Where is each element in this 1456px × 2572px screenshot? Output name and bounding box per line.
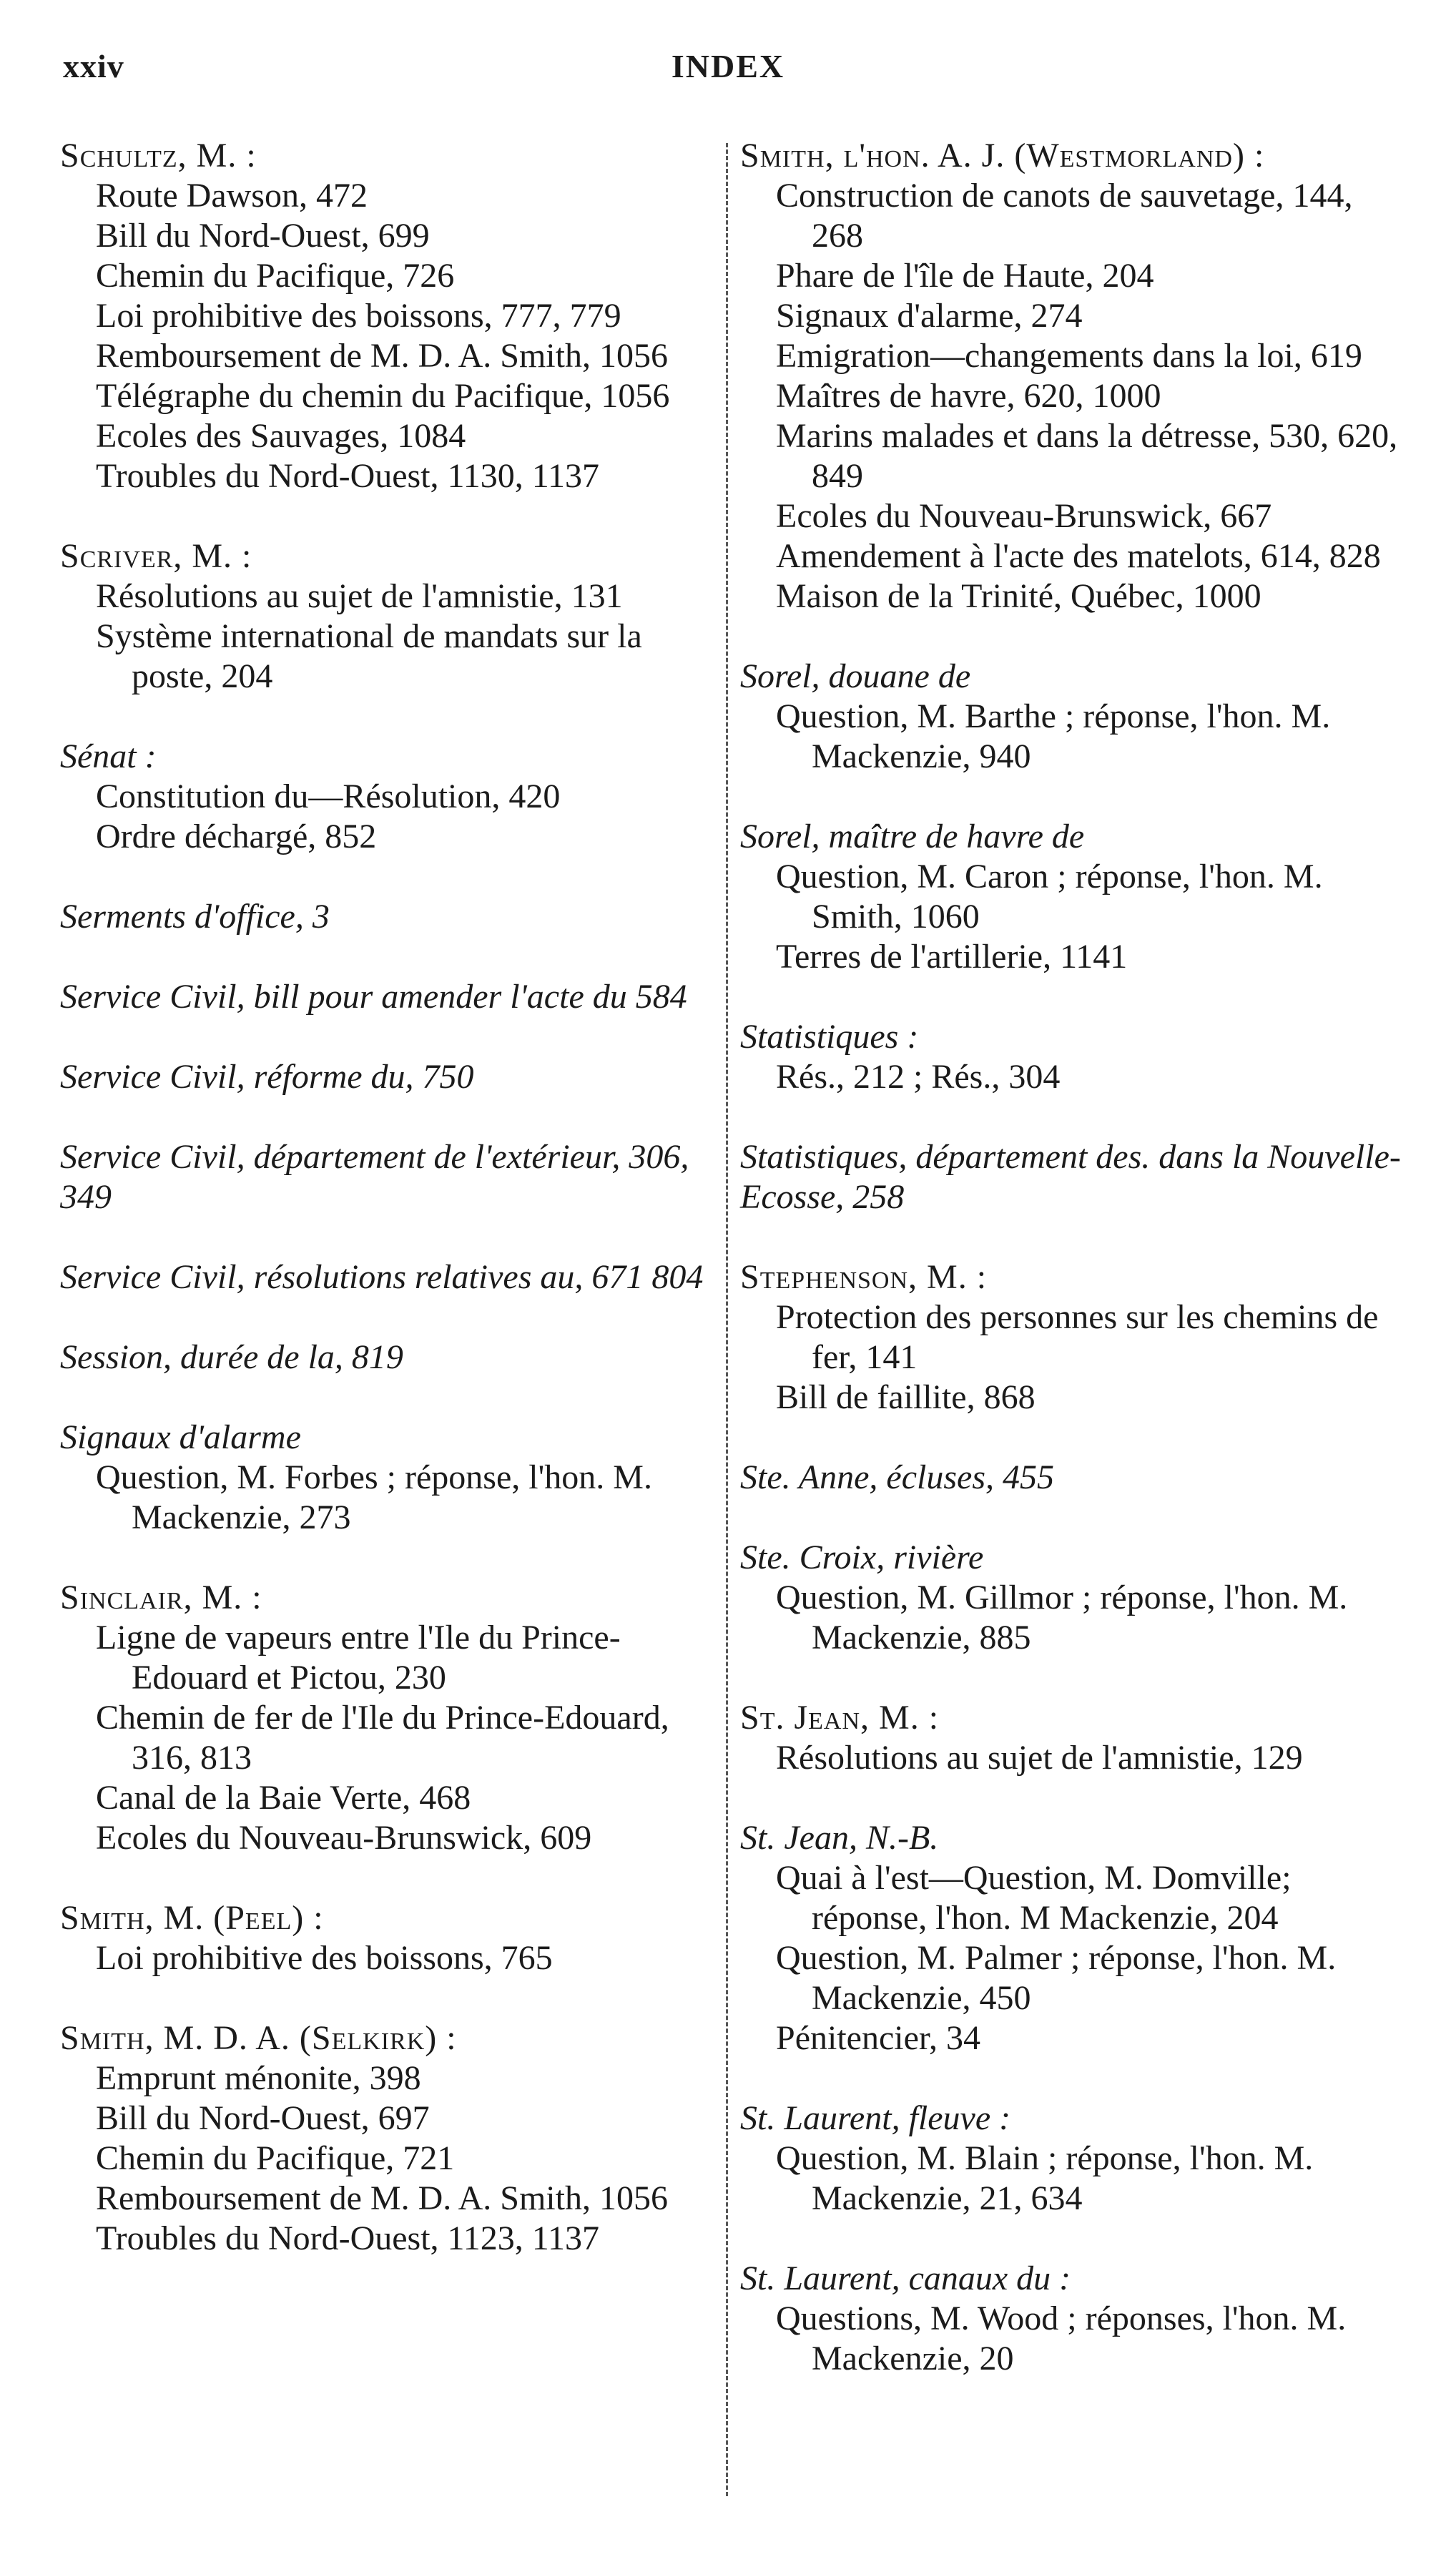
entry-subitem: Question, M. Blain ; réponse, l'hon. M. Mackenzie, 21, 634 (776, 2139, 1314, 2217)
entry-heading: Sinclair, M. : (60, 1579, 262, 1616)
entry-subitem: Protection des personnes sur les chemins de fer, 141 (776, 1298, 1379, 1376)
entry-subitem: Route Dawson, 472 (96, 177, 368, 215)
entry-subitem: Loi prohibitive des boissons, 765 (96, 1939, 553, 1977)
entry-heading: Sorel, douane de (740, 657, 971, 695)
entry-subitem: Remboursement de M. D. A. Smith, 1056 (96, 2179, 668, 2217)
index-entry (740, 657, 1405, 777)
entry-heading: Smith, M. (Peel) : (60, 1899, 324, 1937)
entry-subitem: Résolutions au sujet de l'amnistie, 131 (96, 577, 623, 615)
entry-heading: Scriver, M. : (60, 537, 252, 575)
entry-heading: Stephenson, M. : (740, 1258, 988, 1296)
entry-heading: Signaux d'alarme (60, 1418, 301, 1456)
entry-subitem: Quai à l'est—Question, M. Domville; réponse, l'hon. M Mackenzie, 204 (776, 1859, 1292, 1937)
index-entry (60, 536, 725, 697)
entry-subitem: Question, M. Forbes ; réponse, l'hon. M. Mackenzie, 273 (96, 1458, 652, 1536)
entry-heading: Service Civil, bill pour amender l'acte du 584 (60, 978, 687, 1016)
entry-subitem: Canal de la Baie Verte, 468 (96, 1779, 471, 1817)
entry-heading: Serments d'office, 3 (60, 898, 330, 936)
entry-subitem: Signaux d'alarme, 274 (776, 297, 1083, 335)
entry-heading: St. Jean, N.-B. (740, 1819, 939, 1857)
index-entry (60, 1057, 725, 1097)
entry-heading: Sénat : (60, 737, 157, 775)
index-entry (740, 817, 1405, 977)
entry-subitem: Télégraphe du chemin du Pacifique, 1056 (96, 377, 670, 415)
index-entry (60, 1898, 725, 1978)
index-entry (740, 1818, 1405, 2058)
entry-subitem: Troubles du Nord-Ouest, 1130, 1137 (96, 457, 599, 495)
index-entry (740, 1257, 1405, 1418)
index-entry (740, 2259, 1405, 2379)
index-entry (60, 977, 725, 1017)
index-entry (60, 897, 725, 937)
entry-subitem: Remboursement de M. D. A. Smith, 1056 (96, 337, 668, 375)
entry-subitem: Système international de mandats sur la poste, 204 (96, 617, 642, 695)
index-entry (60, 1418, 725, 1538)
entry-heading: Statistiques, département des. dans la Nouvelle-Ecosse, 258 (740, 1138, 1401, 1216)
entry-heading: Sorel, maître de havre de (740, 818, 1085, 855)
entry-subitem: Loi prohibitive des boissons, 777, 779 (96, 297, 621, 335)
index-entry (60, 737, 725, 857)
entry-subitem: Chemin de fer de l'Ile du Prince-Edouard, 316, 813 (96, 1699, 669, 1777)
entry-subitem: Amendement à l'acte des matelots, 614, 828 (776, 537, 1381, 575)
index-entry (60, 1257, 725, 1297)
index-entry (60, 136, 725, 496)
entry-subitem: Phare de l'île de Haute, 204 (776, 257, 1154, 295)
entry-subitem: Bill du Nord-Ouest, 697 (96, 2099, 430, 2137)
entry-subitem: Construction de canots de sauvetage, 144, 268 (776, 177, 1353, 255)
entry-subitem: Question, M. Barthe ; réponse, l'hon. M. Mackenzie, 940 (776, 697, 1331, 775)
index-entry (740, 1017, 1405, 1097)
entry-subitem: Marins malades et dans la détresse, 530, 620, 849 (776, 417, 1398, 495)
entry-subitem: Ligne de vapeurs entre l'Ile du Prince-Edouard et Pictou, 230 (96, 1619, 621, 1697)
index-entry (740, 1698, 1405, 1778)
entry-subitem: Rés., 212 ; Rés., 304 (776, 1058, 1061, 1096)
entry-subitem: Question, M. Caron ; réponse, l'hon. M. Smith, 1060 (776, 858, 1323, 936)
index-entry (60, 1337, 725, 1378)
entry-subitem: Pénitencier, 34 (776, 2019, 980, 2057)
index-entry (740, 1458, 1405, 1498)
entry-subitem: Constitution du—Résolution, 420 (96, 777, 561, 815)
entry-subitem: Emprunt ménonite, 398 (96, 2059, 421, 2097)
index-entry (740, 136, 1405, 617)
entry-subitem: Ecoles du Nouveau-Brunswick, 667 (776, 497, 1272, 535)
entry-subitem: Question, M. Gillmor ; réponse, l'hon. M. Mackenzie, 885 (776, 1579, 1348, 1656)
index-entry (740, 1538, 1405, 1658)
index-entry (60, 1137, 725, 1217)
entry-heading: St. Jean, M. : (740, 1699, 940, 1737)
entry-subitem: Chemin du Pacifique, 721 (96, 2139, 455, 2177)
entry-subitem: Terres de l'artillerie, 1141 (776, 938, 1128, 976)
entry-subitem: Question, M. Palmer ; réponse, l'hon. M. Mackenzie, 450 (776, 1939, 1337, 2017)
entry-subitem: Ecoles des Sauvages, 1084 (96, 417, 466, 455)
index-column-left (60, 136, 725, 2299)
entry-subitem: Troubles du Nord-Ouest, 1123, 1137 (96, 2219, 599, 2257)
entry-heading: Ste. Croix, rivière (740, 1538, 984, 1576)
entry-heading: Service Civil, réforme du, 750 (60, 1058, 474, 1096)
entry-subitem: Bill du Nord-Ouest, 699 (96, 217, 430, 255)
entry-subitem: Questions, M. Wood ; réponses, l'hon. M. Mackenzie, 20 (776, 2299, 1347, 2377)
entry-heading: St. Laurent, fleuve : (740, 2099, 1011, 2137)
entry-heading: Service Civil, département de l'extérieur, 306, 349 (60, 1138, 689, 1216)
entry-heading: St. Laurent, canaux du : (740, 2259, 1071, 2297)
page-title: INDEX (671, 48, 785, 84)
entry-heading: Statistiques : (740, 1018, 919, 1056)
entry-heading: Session, durée de la, 819 (60, 1338, 403, 1376)
entry-subitem: Emigration—changements dans la loi, 619 (776, 337, 1362, 375)
page-number: xxiv (63, 48, 124, 84)
entry-heading: Service Civil, résolutions relatives au, 671 804 (60, 1258, 704, 1296)
entry-subitem: Résolutions au sujet de l'amnistie, 129 (776, 1739, 1303, 1777)
entry-subitem: Maîtres de havre, 620, 1000 (776, 377, 1161, 415)
entry-subitem: Chemin du Pacifique, 726 (96, 257, 455, 295)
entry-subitem: Ordre déchargé, 852 (96, 818, 377, 855)
entry-heading: Smith, M. D. A. (Selkirk) : (60, 2019, 457, 2057)
entry-heading: Ste. Anne, écluses, 455 (740, 1458, 1055, 1496)
entry-subitem: Maison de la Trinité, Québec, 1000 (776, 577, 1261, 615)
entry-subitem: Bill de faillite, 868 (776, 1378, 1036, 1416)
entry-heading: Smith, l'hon. A. J. (Westmorland) : (740, 137, 1265, 175)
index-entry (60, 1578, 725, 1858)
index-entry (60, 2018, 725, 2259)
index-column-right (740, 136, 1405, 2419)
column-divider (726, 143, 728, 2496)
index-entry (740, 1137, 1405, 1217)
entry-subitem: Ecoles du Nouveau-Brunswick, 609 (96, 1819, 592, 1857)
entry-heading: Schultz, M. : (60, 137, 257, 175)
index-entry (740, 2099, 1405, 2219)
